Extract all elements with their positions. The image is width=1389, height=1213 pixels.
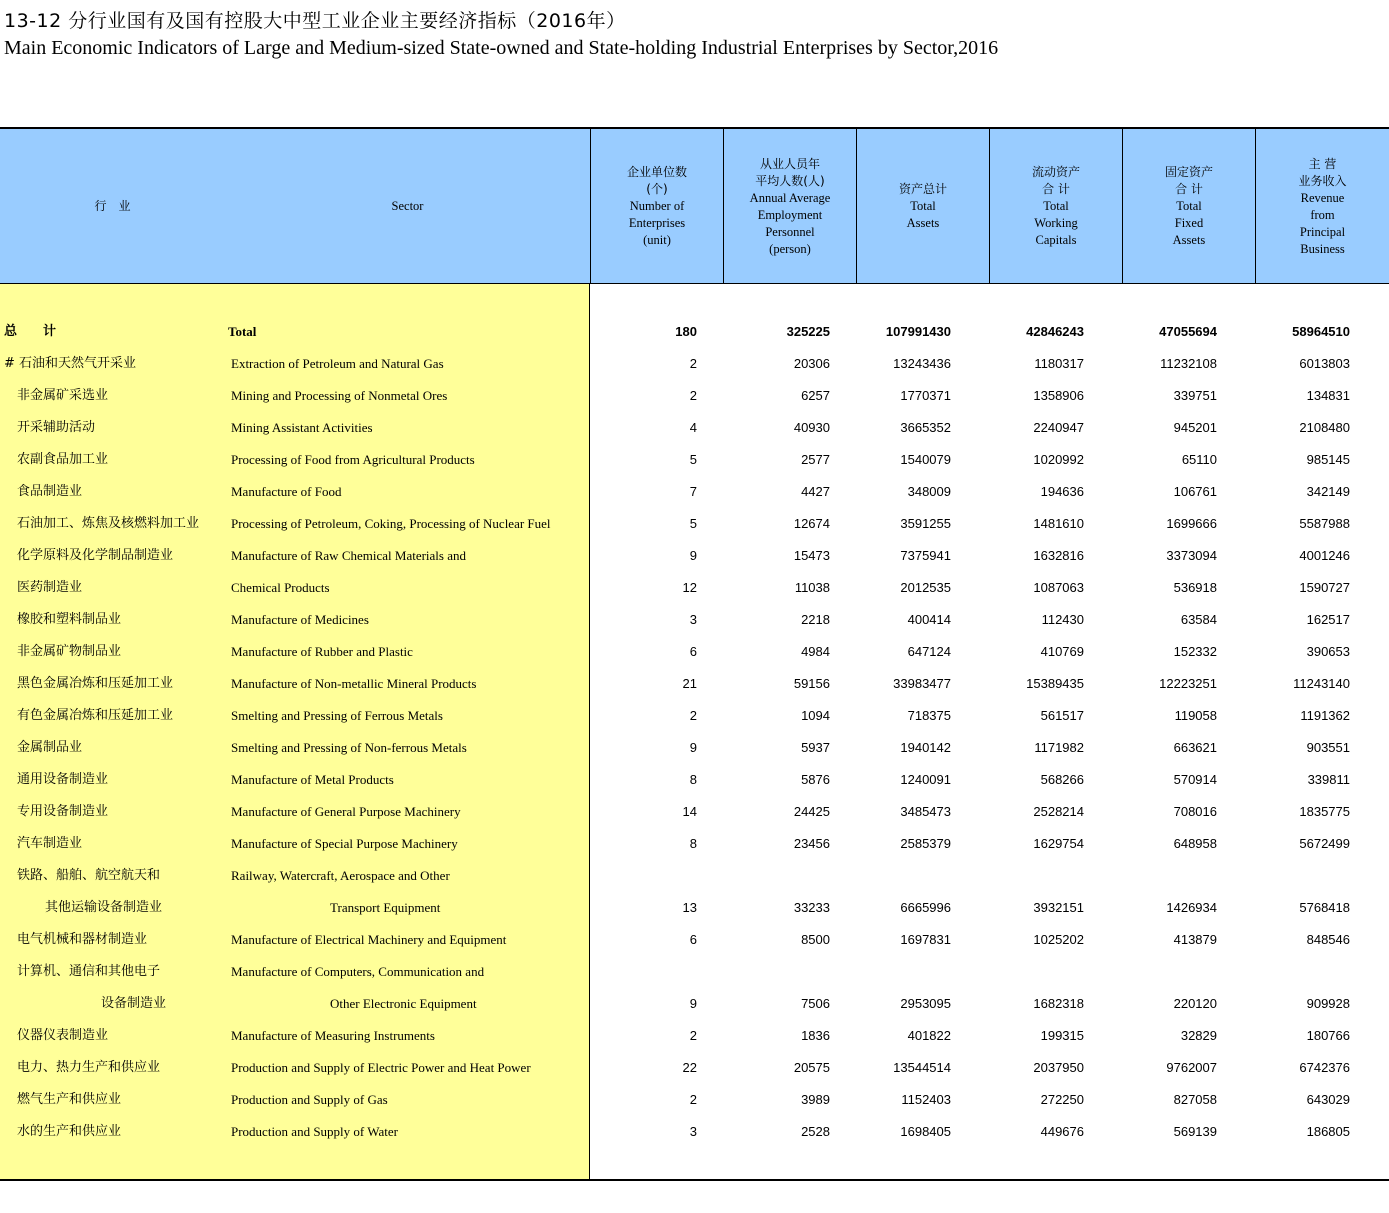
table-row (0, 348, 1389, 380)
header-cn-line: 固定资产 (1164, 165, 1213, 179)
sector-name-en: Production and Supply of Electric Power and Heat Power (231, 1060, 531, 1075)
table-title-en: Main Economic Indicators of Large and Medium-sized State-owned and State-holding Industrial Enterprises by Sector,2016 (4, 37, 999, 59)
value-cell: 2 (689, 708, 697, 723)
value-cell: 63584 (1180, 612, 1217, 627)
table-row (0, 956, 1389, 988)
value-cell: 643029 (1306, 1092, 1350, 1107)
table-row (0, 732, 1389, 764)
table-row (0, 572, 1389, 604)
sector-name-en: Mining Assistant Activities (231, 420, 373, 435)
value-cell: 648958 (1173, 836, 1217, 851)
sector-name-en: Transport Equipment (330, 900, 441, 915)
value-cell: 3 (689, 612, 697, 627)
sector-name-en: Manufacture of Metal Products (231, 772, 394, 787)
value-cell: 1240091 (900, 772, 951, 787)
value-cell: 401822 (907, 1028, 951, 1043)
value-cell: 14 (682, 804, 697, 819)
header-en-line: Capitals (1035, 233, 1077, 247)
sector-name-cn: 专用设备制造业 (17, 804, 109, 819)
value-cell: 5672499 (1299, 836, 1350, 851)
table-row (0, 316, 1389, 348)
value-cell: 152332 (1173, 644, 1217, 659)
value-cell: 2108480 (1299, 420, 1350, 435)
value-cell: 22 (682, 1060, 697, 1075)
sector-name-en: Manufacture of Measuring Instruments (231, 1028, 435, 1043)
value-cell: 1152403 (901, 1092, 951, 1107)
table-row (0, 476, 1389, 508)
table-row (0, 988, 1389, 1020)
header-en-line: Employment (757, 207, 823, 222)
value-cell: 2528214 (1033, 804, 1084, 819)
value-cell: 11243140 (1293, 676, 1350, 691)
value-cell: 5876 (801, 772, 830, 787)
value-cell: 8500 (801, 932, 830, 947)
value-cell: 33983477 (893, 676, 951, 691)
value-cell: 13544514 (893, 1060, 951, 1075)
value-cell: 162517 (1306, 612, 1350, 627)
sector-name-cn: 其他运输设备制造业 (45, 900, 163, 915)
value-cell: 3665352 (900, 420, 951, 435)
value-cell: 2 (689, 356, 697, 371)
value-cell: 6 (689, 932, 697, 947)
value-cell: 413879 (1173, 932, 1217, 947)
value-cell: 1540079 (900, 452, 951, 467)
value-cell: 5937 (801, 740, 830, 755)
value-cell: 2953095 (900, 996, 951, 1011)
value-cell: 647124 (907, 644, 951, 659)
value-cell: 6742376 (1299, 1060, 1350, 1075)
sector-name-cn: 医药制造业 (17, 580, 83, 595)
table-bottom-rule (0, 1179, 1389, 1181)
value-cell: 325225 (786, 324, 830, 339)
value-cell: 6 (689, 644, 697, 659)
value-cell: 945201 (1173, 420, 1217, 435)
header-en-line: Business (1300, 241, 1345, 256)
value-cell: 47055694 (1159, 324, 1217, 339)
header-en-line: from (1310, 207, 1335, 222)
value-cell: 4001246 (1299, 548, 1350, 563)
table-row (0, 604, 1389, 636)
value-cell: 107991430 (885, 324, 951, 339)
value-cell: 13243436 (893, 356, 951, 371)
sector-name-en: Manufacture of Raw Chemical Materials and (231, 548, 466, 563)
value-cell: 15473 (793, 548, 830, 563)
value-cell: 8 (689, 772, 697, 787)
header-en-line: Assets (1172, 233, 1206, 247)
table-row (0, 892, 1389, 924)
sector-name-en: Other Electronic Equipment (330, 996, 477, 1011)
value-cell: 21 (682, 676, 697, 691)
value-cell: 1940142 (900, 740, 951, 755)
value-cell: 2240947 (1033, 420, 1084, 435)
value-cell: 3932151 (1033, 900, 1084, 915)
sector-name-cn: 开采辅助活动 (17, 420, 96, 435)
header-en-line: Fixed (1174, 216, 1204, 230)
value-cell: 2037950 (1033, 1060, 1084, 1075)
sector-name-en: Manufacture of Computers, Communication and (231, 964, 485, 979)
value-cell: 1020992 (1033, 452, 1084, 467)
sector-name-en: Manufacture of Special Purpose Machinery (231, 836, 458, 851)
value-cell: 58964510 (1292, 324, 1350, 339)
value-cell: 186805 (1306, 1124, 1350, 1139)
header-cn-line: 合 计 (1175, 182, 1203, 196)
header-cn-line: 业务收入 (1298, 173, 1347, 188)
value-cell: 1180317 (1034, 356, 1084, 371)
value-cell: 134831 (1306, 388, 1350, 403)
value-cell: 15389435 (1026, 676, 1084, 691)
table-row (0, 764, 1389, 796)
value-cell: 59156 (793, 676, 830, 691)
value-cell: 400414 (907, 612, 951, 627)
value-cell: 1171982 (1034, 740, 1084, 755)
value-cell: 3 (689, 1124, 697, 1139)
value-cell: 9762007 (1166, 1060, 1217, 1075)
sector-name-cn: 非金属矿采选业 (17, 388, 109, 403)
value-cell: 5 (689, 516, 697, 531)
value-cell: 903551 (1306, 740, 1350, 755)
value-cell: 2585379 (900, 836, 951, 851)
value-cell: 7375941 (900, 548, 951, 563)
header-col-3 (856, 129, 989, 284)
value-cell: 6257 (801, 388, 830, 403)
header-col-5 (1122, 129, 1255, 284)
value-cell: 1481610 (1033, 516, 1084, 531)
value-cell: 40930 (793, 420, 830, 435)
value-cell: 663621 (1173, 740, 1217, 755)
value-cell: 449676 (1040, 1124, 1084, 1139)
value-cell: 23456 (793, 836, 830, 851)
value-cell: 1191362 (1300, 708, 1350, 723)
header-en-line: (person) (769, 241, 811, 256)
value-cell: 342149 (1306, 484, 1350, 499)
value-cell: 1358906 (1033, 388, 1084, 403)
sector-name-cn: 化学原料及化学制品制造业 (17, 548, 174, 563)
value-cell: 6665996 (900, 900, 951, 915)
header-cn-line: 流动资产 (1031, 165, 1080, 179)
value-cell: 12223251 (1159, 676, 1217, 691)
header-en-line: Enterprises (628, 216, 686, 230)
sector-name-cn: 电气机械和器材制造业 (17, 932, 148, 947)
value-cell: 985145 (1306, 452, 1350, 467)
sector-name-cn: 食品制造业 (17, 484, 83, 499)
value-cell: 4 (689, 420, 697, 435)
sector-name-cn: 计算机、通信和其他电子 (17, 964, 161, 979)
header-col-1 (590, 129, 723, 284)
header-en-line: Revenue (1300, 190, 1345, 205)
value-cell: 8 (689, 836, 697, 851)
sector-name-cn: 石油加工、炼焦及核燃料加工业 (17, 516, 200, 531)
sector-name-en: Manufacture of Food (231, 484, 342, 499)
value-cell: 561517 (1040, 708, 1084, 723)
table-row (0, 700, 1389, 732)
value-cell: 180 (675, 324, 697, 339)
sector-name-en: Mining and Processing of Nonmetal Ores (231, 388, 448, 403)
value-cell: 1697831 (900, 932, 951, 947)
value-cell: 33233 (793, 900, 830, 915)
value-cell: 106761 (1173, 484, 1217, 499)
value-cell: 1682318 (1033, 996, 1084, 1011)
header-col-6 (1255, 129, 1389, 284)
value-cell: 708016 (1173, 804, 1217, 819)
value-cell: 568266 (1040, 772, 1084, 787)
sector-name-cn: 有色金属冶炼和压延加工业 (17, 708, 174, 723)
value-cell: 6013803 (1299, 356, 1350, 371)
value-cell: 12 (682, 580, 697, 595)
value-cell: 1087063 (1033, 580, 1084, 595)
value-cell: 3989 (801, 1092, 830, 1107)
value-cell: 4984 (801, 644, 830, 659)
table-row (0, 412, 1389, 444)
table-row (0, 924, 1389, 956)
value-cell: 1835775 (1299, 804, 1350, 819)
table-row (0, 828, 1389, 860)
header-cn-line: 合 计 (1042, 182, 1070, 196)
sector-name-en: Total (228, 324, 257, 339)
sector-name-en: Smelting and Pressing of Ferrous Metals (231, 708, 443, 723)
value-cell: 339751 (1173, 388, 1217, 403)
header-en-line: Assets (906, 216, 940, 230)
value-cell: 20575 (793, 1060, 830, 1075)
value-cell: 1836 (801, 1028, 830, 1043)
value-cell: 827058 (1173, 1092, 1217, 1107)
header-en-line: Number of (629, 199, 685, 213)
sector-name-cn: 仪器仪表制造业 (17, 1028, 109, 1043)
value-cell: 1698405 (900, 1124, 951, 1139)
header-cn-line: 资产总计 (898, 182, 947, 196)
value-cell: 2 (689, 388, 697, 403)
table-row (0, 1116, 1389, 1148)
table-row (0, 668, 1389, 700)
value-cell: 1770371 (900, 388, 951, 403)
sector-name-en: Manufacture of Medicines (231, 612, 369, 627)
table-row (0, 1020, 1389, 1052)
table-row (0, 636, 1389, 668)
sector-name-cn: 通用设备制造业 (17, 772, 109, 787)
value-cell: 180766 (1306, 1028, 1350, 1043)
value-cell: 7 (689, 484, 697, 499)
value-cell: 339811 (1307, 772, 1350, 787)
value-cell: 199315 (1040, 1028, 1084, 1043)
header-cn-line: 企业单位数 (626, 165, 687, 179)
value-cell: 410769 (1040, 644, 1084, 659)
value-cell: 7506 (801, 996, 830, 1011)
table-row (0, 508, 1389, 540)
sector-name-en: Processing of Petroleum, Coking, Processing of Nuclear Fuel (231, 516, 551, 531)
value-cell: 718375 (907, 708, 951, 723)
header-en-line: Personnel (765, 224, 815, 239)
value-cell: 24425 (793, 804, 830, 819)
value-cell: 3591255 (900, 516, 951, 531)
value-cell: 9 (689, 548, 697, 563)
value-cell: 1629754 (1033, 836, 1084, 851)
header-en-line: Principal (1299, 224, 1346, 239)
header-cn-line: (个) (646, 182, 668, 196)
value-cell: 272250 (1040, 1092, 1084, 1107)
value-cell: 194636 (1040, 484, 1084, 499)
header-sector-en: Sector (391, 199, 424, 213)
sector-name-en: Processing of Food from Agricultural Products (231, 452, 475, 467)
header-en-line: Total (910, 199, 936, 213)
sector-name-en: Chemical Products (231, 580, 330, 595)
sector-name-en: Manufacture of General Purpose Machinery (231, 804, 461, 819)
sector-name-en: Manufacture of Rubber and Plastic (231, 644, 413, 659)
sector-name-cn: 非金属矿物制品业 (17, 644, 122, 659)
sector-name-en: Extraction of Petroleum and Natural Gas (231, 356, 444, 371)
header-en-line: Total (1176, 199, 1202, 213)
value-cell: 909928 (1306, 996, 1350, 1011)
header-col-2 (723, 129, 856, 284)
value-cell: 5 (689, 452, 697, 467)
value-cell: 42846243 (1026, 324, 1084, 339)
sector-name-cn: 铁路、船舶、航空航天和 (17, 868, 161, 883)
value-cell: 1590727 (1299, 580, 1350, 595)
value-cell: 1632816 (1033, 548, 1084, 563)
sector-name-en: Production and Supply of Gas (231, 1092, 388, 1107)
value-cell: 5587988 (1299, 516, 1350, 531)
header-col-4 (989, 129, 1122, 284)
value-cell: 3373094 (1166, 548, 1217, 563)
value-cell: 119058 (1174, 708, 1217, 723)
value-cell: 3485473 (900, 804, 951, 819)
value-cell: 12674 (793, 516, 830, 531)
header-en-line: Total (1043, 199, 1069, 213)
value-cell: 2 (689, 1092, 697, 1107)
value-cell: 1426934 (1166, 900, 1217, 915)
value-cell: 2 (689, 1028, 697, 1043)
value-cell: 11232108 (1160, 356, 1217, 371)
sector-name-en: Production and Supply of Water (231, 1124, 398, 1139)
value-cell: 11038 (794, 580, 830, 595)
header-en-line: Working (1034, 216, 1078, 230)
table-row (0, 1084, 1389, 1116)
sector-name-cn: 金属制品业 (17, 740, 83, 755)
header-en-line: (unit) (643, 233, 671, 247)
sector-name-cn: 农副食品加工业 (17, 452, 109, 467)
value-cell: 9 (689, 740, 697, 755)
table-title-cn: 13-12 分行业国有及国有控股大中型工业企业主要经济指标（2016年） (4, 10, 626, 32)
value-cell: 5768418 (1299, 900, 1350, 915)
value-cell: 2218 (801, 612, 830, 627)
value-cell: 2528 (801, 1124, 830, 1139)
value-cell: 1699666 (1166, 516, 1217, 531)
sector-name-cn: 汽车制造业 (17, 836, 83, 851)
value-cell: 112430 (1041, 612, 1084, 627)
table-row (0, 444, 1389, 476)
value-cell: 2012535 (900, 580, 951, 595)
table-row (0, 540, 1389, 572)
sector-name-cn: 总 计 (4, 324, 57, 339)
table-row (0, 796, 1389, 828)
value-cell: 570914 (1173, 772, 1217, 787)
value-cell: 536918 (1173, 580, 1217, 595)
table-row (0, 380, 1389, 412)
sector-name-cn: 电力、热力生产和供应业 (17, 1060, 161, 1075)
value-cell: 2577 (801, 452, 830, 467)
header-cn-line: 主 营 (1308, 156, 1337, 171)
header-cn-line: 平均人数(人) (755, 173, 825, 188)
sector-name-cn: 燃气生产和供应业 (17, 1092, 122, 1107)
header-industry-cn: 行 业 (94, 199, 131, 213)
value-cell: 569139 (1173, 1124, 1217, 1139)
sector-name-en: Smelting and Pressing of Non-ferrous Metals (231, 740, 467, 755)
value-cell: 1094 (801, 708, 830, 723)
table-row (0, 860, 1389, 892)
value-cell: 220120 (1173, 996, 1217, 1011)
value-cell: 13 (682, 900, 697, 915)
sector-name-cn: # 石油和天然气开采业 (4, 356, 137, 371)
header-cn-line: 从业人员年 (759, 156, 820, 171)
value-cell: 390653 (1306, 644, 1350, 659)
value-cell: 1025202 (1033, 932, 1084, 947)
value-cell: 32829 (1180, 1028, 1217, 1043)
sector-name-en: Manufacture of Non-metallic Mineral Products (231, 676, 477, 691)
sector-name-cn: 水的生产和供应业 (17, 1124, 122, 1139)
header-en-line: Annual Average (749, 190, 831, 205)
table-header (0, 127, 1389, 284)
sector-name-en: Railway, Watercraft, Aerospace and Other (231, 868, 450, 883)
sector-name-cn: 设备制造业 (101, 996, 167, 1011)
table-row (0, 1052, 1389, 1084)
value-cell: 848546 (1306, 932, 1350, 947)
value-cell: 348009 (907, 484, 951, 499)
value-cell: 65110 (1181, 452, 1217, 467)
value-cell: 9 (689, 996, 697, 1011)
sector-name-en: Manufacture of Electrical Machinery and Equipment (231, 932, 507, 947)
sector-name-cn: 黑色金属冶炼和压延加工业 (17, 676, 174, 691)
value-cell: 20306 (793, 356, 830, 371)
sector-name-cn: 橡胶和塑料制品业 (17, 612, 122, 627)
value-cell: 4427 (801, 484, 830, 499)
